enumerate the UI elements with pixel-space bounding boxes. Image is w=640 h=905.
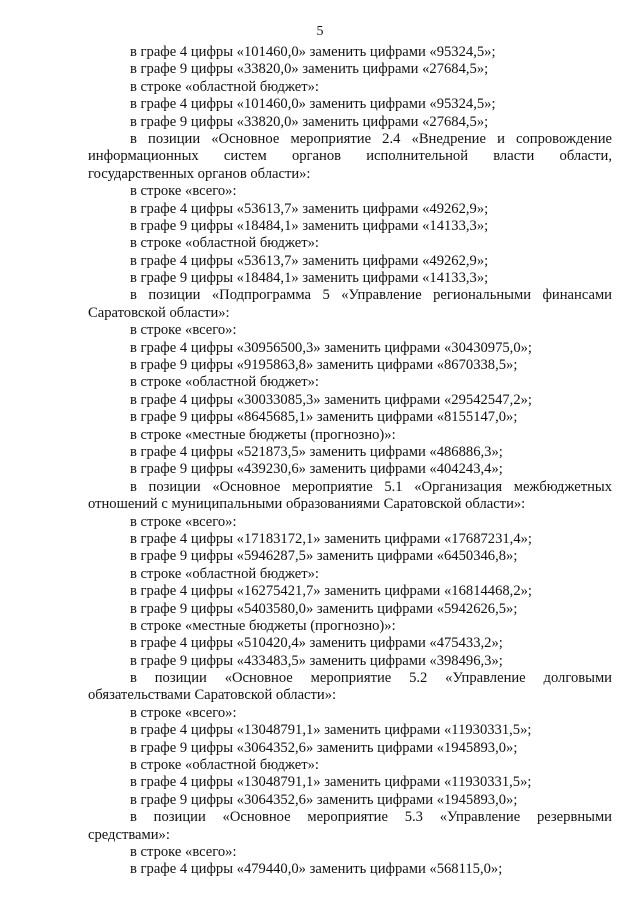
text-line: в строке «областной бюджет»: (130, 78, 319, 95)
text-line: в строке «всего»: (130, 704, 237, 721)
text-line: Саратовской области»: (88, 304, 230, 321)
text-line: в строке «местные бюджеты (прогнозно)»: (130, 617, 396, 634)
text-line: в позиции «Основное мероприятие 2.4 «Внедрение и сопровождение (130, 130, 612, 147)
text-line: в графе 9 цифры «5403580,0» заменить цифрами «5942626,5»; (130, 600, 518, 617)
text-line: в графе 4 цифры «521873,5» заменить цифрами «486886,3»; (130, 443, 503, 460)
text-line: в позиции «Основное мероприятие 5.1 «Организация межбюджетных (130, 478, 612, 495)
text-line: в графе 9 цифры «33820,0» заменить цифрами «27684,5»; (130, 61, 489, 78)
text-line: в строке «всего»: (130, 513, 237, 530)
text-line: в графе 9 цифры «18484,1» заменить цифрами «14133,3»; (130, 217, 489, 234)
text-line: в графе 9 цифры «3064352,6» заменить цифрами «1945893,0»; (130, 739, 518, 756)
page-number: 5 (316, 24, 324, 39)
text-line: в графе 4 цифры «101460,0» заменить цифрами «95324,5»; (130, 44, 496, 60)
text-line: в графе 4 цифры «53613,7» заменить цифрами «49262,9»; (130, 200, 489, 217)
text-line: в графе 4 цифры «101460,0» заменить цифрами «95324,5»; (130, 96, 496, 113)
text-line: в позиции «Основное мероприятие 5.3 «Управление резервными (130, 809, 612, 826)
text-line: в графе 4 цифры «17183172,1» заменить цифрами «17687231,4»; (130, 530, 532, 547)
text-line: в графе 4 цифры «16275421,7» заменить цифрами «16814468,2»; (130, 583, 532, 600)
text-line: в графе 4 цифры «13048791,1» заменить цифрами «11930331,5»; (130, 774, 532, 791)
text-line: в строке «местные бюджеты (прогнозно)»: (130, 426, 396, 443)
text-line: в строке «всего»: (130, 322, 237, 339)
text-line: в графе 9 цифры «9195863,8» заменить цифрами «8670338,5»; (130, 357, 518, 374)
text-line: обязательствами Саратовской области»: (88, 687, 337, 704)
text-line: в строке «всего»: (130, 843, 237, 860)
text-line: информационных систем органов исполнительной власти области, (88, 148, 612, 165)
text-line: в графе 4 цифры «30956500,3» заменить цифрами «30430975,0»; (130, 339, 532, 356)
text-line: государственных органов области»: (88, 165, 311, 182)
text-line: в графе 9 цифры «433483,5» заменить цифрами «398496,3»; (130, 652, 503, 669)
text-line: в графе 4 цифры «479440,0» заменить цифрами «568115,0»; (130, 861, 503, 878)
text-line: в графе 4 цифры «13048791,1» заменить цифрами «11930331,5»; (130, 722, 532, 739)
text-line: отношений с муниципальными образованиями Саратовской области»: (88, 496, 526, 513)
text-line: в строке «всего»: (130, 183, 237, 200)
text-line: в графе 9 цифры «3064352,6» заменить цифрами «1945893,0»; (130, 791, 518, 808)
text-line: в графе 4 цифры «30033085,3» заменить цифрами «29542547,2»; (130, 391, 532, 408)
text-line: в графе 9 цифры «439230,6» заменить цифрами «404243,4»; (130, 461, 503, 478)
text-line: в графе 4 цифры «510420,4» заменить цифрами «475433,2»; (130, 635, 503, 652)
text-line: в позиции «Подпрограмма 5 «Управление региональными финансами (130, 287, 612, 304)
text-line: средствами»: (88, 826, 170, 843)
text-line: в строке «областной бюджет»: (130, 374, 319, 391)
text-line: в графе 9 цифры «18484,1» заменить цифрами «14133,3»; (130, 270, 489, 287)
document-body (88, 44, 612, 879)
text-line: в графе 9 цифры «8645685,1» заменить цифрами «8155147,0»; (130, 409, 518, 426)
text-line: в графе 9 цифры «33820,0» заменить цифрами «27684,5»; (130, 113, 489, 130)
text-line: в графе 9 цифры «5946287,5» заменить цифрами «6450346,8»; (130, 548, 518, 565)
text-line: в строке «областной бюджет»: (130, 757, 319, 774)
text-line: в позиции «Основное мероприятие 5.2 «Управление долговыми (130, 670, 612, 687)
text-line: в строке «областной бюджет»: (130, 565, 319, 582)
text-line: в графе 4 цифры «53613,7» заменить цифрами «49262,9»; (130, 252, 489, 269)
text-line: в строке «областной бюджет»: (130, 235, 319, 252)
